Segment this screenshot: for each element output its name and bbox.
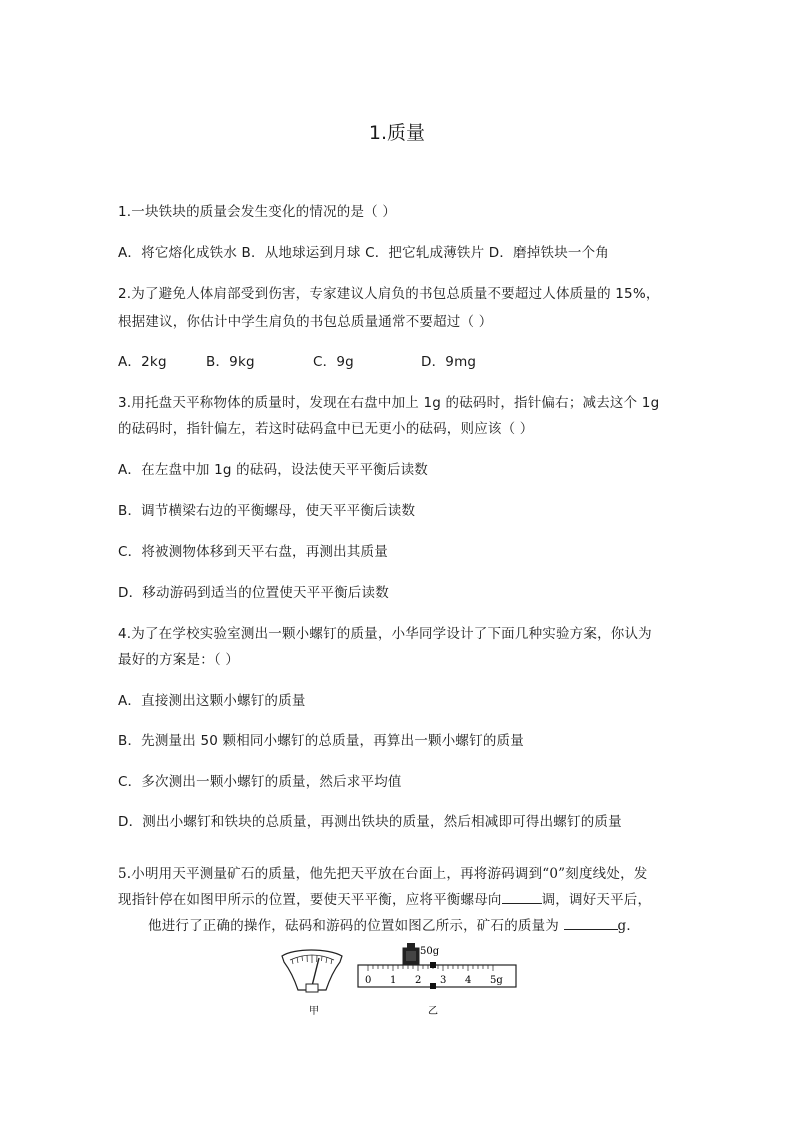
q2-option-d: D．9mg <box>421 354 477 370</box>
rider-bottom <box>430 983 436 989</box>
rider-top <box>430 962 436 968</box>
q1-options: A．将它熔化成铁水 B．从地球运到月球 C．把它轧成薄铁片 D．磨掉铁块一个角 <box>118 245 609 261</box>
balance-dial-jia <box>282 950 342 992</box>
q2-stem-line2: 根据建议，你估计中学生肩负的书包总质量通常不要超过（ ） <box>118 314 493 330</box>
q5-line3 <box>148 914 640 934</box>
q3-stem-line1: 3.用托盘天平称物体的质量时，发现在右盘中加上 1g 的砝码时，指针偏右；减去这个 1g <box>118 395 660 411</box>
q3-stem-line2: 的砝码时，指针偏左，若这时砝码盒中已无更小的砝码，则应该（ ） <box>118 421 534 437</box>
q3-option-c: C．将被测物体移到天平右盘，再测出其质量 <box>118 544 388 560</box>
q5-line2-before-blank: 现指针停在如图甲所示的位置，要使天平平衡，应将平衡螺母向 <box>118 892 502 908</box>
weight-label: 50g <box>420 946 440 957</box>
q2-option-a: A．2kg <box>118 354 167 370</box>
q4-option-a: A．直接测出这颗小螺钉的质量 <box>118 693 306 709</box>
q2-option-c: C．9g <box>313 354 354 370</box>
q5-line2-after-blank: 调，调好天平后， <box>541 892 652 908</box>
scale-label-1: 1 <box>390 975 397 986</box>
scale-label-2: 2 <box>415 975 422 986</box>
mass-blank[interactable] <box>564 917 618 930</box>
weight-50g <box>403 943 419 964</box>
scale-label-3: 3 <box>440 975 447 986</box>
q2-option-b: B．9kg <box>206 354 255 370</box>
q1-stem: 1.一块铁块的质量会发生变化的情况的是（ ） <box>118 204 397 220</box>
caption-jia: 甲 <box>309 1006 319 1017</box>
q5-line3-after-blank: g． <box>617 918 641 934</box>
q5-line2 <box>118 888 651 908</box>
q3-option-a: A．在左盘中加 1g 的砝码，设法使天平平衡后读数 <box>118 462 428 478</box>
page-title: 1.质量 <box>368 122 426 144</box>
balance-figure <box>272 940 522 1020</box>
q2-stem-line1: 2.为了避免人体肩部受到伤害，专家建议人肩负的书包总质量不要超过人体质量的 15%， <box>118 286 660 302</box>
q5-line3-before-blank: 他进行了正确的操作，砝码和游码的位置如图乙所示，矿石的质量为 <box>148 918 559 934</box>
q3-option-d: D．移动游码到适当的位置使天平平衡后读数 <box>118 585 389 601</box>
scale-label-4: 4 <box>465 975 472 986</box>
scale-label-0: 0 <box>365 975 372 986</box>
q4-option-d: D．测出小螺钉和铁块的总质量，再测出铁块的质量，然后相减即可得出螺钉的质量 <box>118 814 622 830</box>
q4-option-b: B．先测量出 50 颗相同小螺钉的总质量，再算出一颗小螺钉的质量 <box>118 733 524 749</box>
q4-stem-line2: 最好的方案是：（ ） <box>118 652 240 668</box>
q4-option-c: C．多次测出一颗小螺钉的质量，然后求平均值 <box>118 774 402 790</box>
q4-stem-line1: 4.为了在学校实验室测出一颗小螺钉的质量，小华同学设计了下面几种实验方案，你认为 <box>118 626 652 642</box>
scale-label-5g: 5g <box>490 975 503 986</box>
caption-yi: 乙 <box>428 1006 438 1017</box>
q5-line1: 5.小明用天平测量矿石的质量，他先把天平放在台面上，再将游码调到“0”刻度线处，发 <box>118 866 648 882</box>
q3-option-b: B．调节横梁右边的平衡螺母，使天平平衡后读数 <box>118 503 416 519</box>
direction-blank[interactable] <box>502 891 542 904</box>
